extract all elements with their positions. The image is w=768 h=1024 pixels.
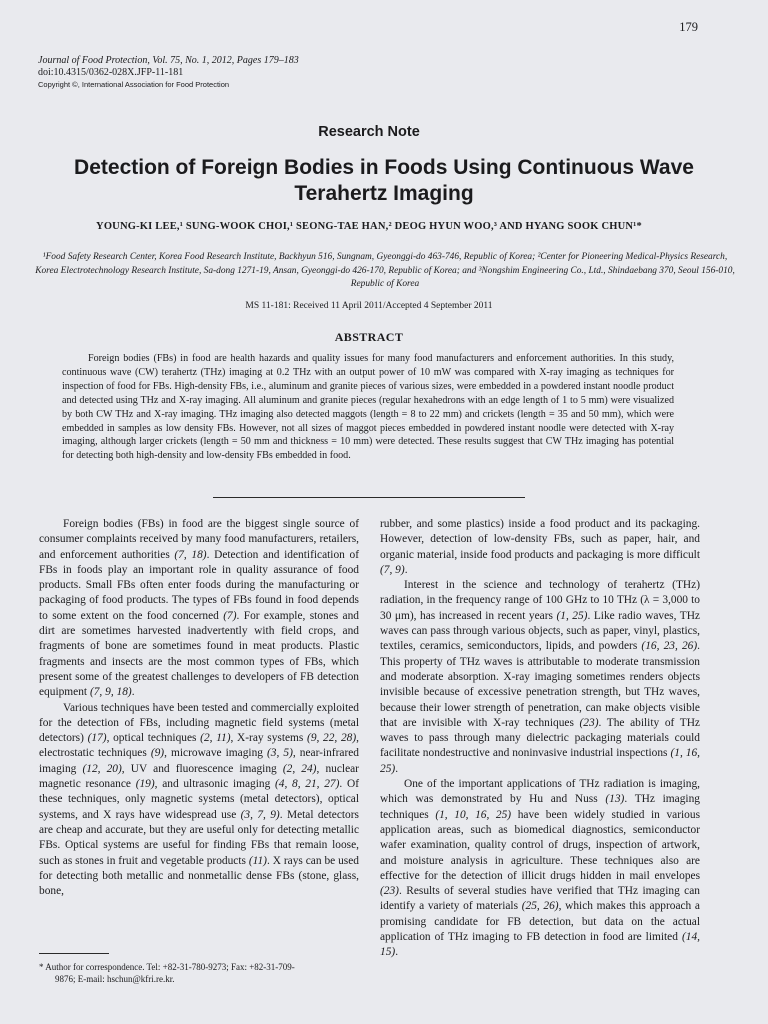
text-run: Various techniques have been tested and commercially exploited for the detection of FBs, including magnetic field systems (metal detectors) [39, 701, 359, 745]
text-run: . Results of several studies have verified that THz imaging can identify a variety of materials [380, 885, 700, 913]
text-run: One of the important applications of THz radiation is imaging, which was demonstrated by Hu and Nuss [380, 778, 700, 806]
text-run: , UV and fluorescence imaging [121, 762, 283, 775]
correspondence-footnote [39, 961, 359, 985]
citation-ref: (2, 11) [200, 732, 231, 745]
text-run: . [395, 762, 399, 775]
paper-title-line-1: Detection of Foreign Bodies in Foods Using Continuous Wave [74, 156, 694, 179]
citation-ref: (17) [87, 732, 107, 745]
citation-ref: (19) [135, 778, 155, 791]
citation-ref: (9) [150, 747, 165, 760]
right-column [380, 517, 700, 961]
citation-ref: (16, 23, 26) [641, 640, 698, 653]
abstract-divider [213, 497, 525, 498]
citation-ref: (25, 26) [521, 900, 559, 913]
citation-ref: (1, 16, 25) [380, 747, 700, 775]
text-run: Interest in the science and technology of terahertz (THz) radiation, in the frequency range of 100 GHz to 10 THz (λ = 3,000 to 30 μm), has increased in recent years [380, 579, 700, 622]
journal-citation: Journal of Food Protection, Vol. 75, No. 1, 2012, Pages 179–183 [38, 55, 299, 66]
citation-ref: (1, 25) [556, 609, 588, 622]
author-affiliations: ¹Food Safety Research Center, Korea Food Research Institute, Backhyun 516, Sungnam, Gyeonggi-do 463-746, Republic of Korea; ²Center for Pioneering Medical-Physics Research, Korea Electrotechnology Research Institute, Sa-dong 1271-19, Ansan, Gyeonggi-do 426-170, Republic of Korea; and ³Nongshim Engineering Co., Ltd., Shindaebang 370, Seoul 156-010, Republic of Korea [35, 252, 735, 289]
text-run: , near-infrared imaging [39, 747, 359, 775]
citation-ref: (14, 15) [380, 931, 700, 959]
text-run: . Like radio waves, THz waves can pass through various objects, such as paper, vinyl, plastics, textiles, ceramics, semiconductors, lipids, and powders [380, 609, 700, 653]
section-label: Research Note [318, 124, 420, 140]
text-run: rubber, and some plastics) inside a food product and its packaging. However, detection of low-density FBs, such as paper, hair, and organic material, inside food products and packaging is more difficult [380, 518, 700, 561]
citation-ref: (11) [248, 854, 267, 867]
abstract-text: Foreign bodies (FBs) in food are health hazards and quality issues for many food manufacturers and enforcement authorities. In this study, continuous wave (CW) terahertz (THz) imaging at 0.2 THz with an output power of 10 mW was compared with X-ray imaging as techniques for inspection of food for FBs. High-density FBs, i.e., aluminum and granite pieces of various sizes, were embedded in a powdered instant noodle product and detected using THz and X-ray imaging. All aluminum and granite pieces (regular hexahedrons with an edge length of 1 to 5 mm) were visualized by both CW THz and X-ray imaging. THz imaging also detected maggots (length = 8 to 22 mm) and crickets (length = 35 and 50 mm), which were embedded in samples as low density FBs. However, not all sizes of maggot pieces embedded in powdered instant noodle were detected with X-ray imaging, although larger crickets (length = 50 mm and thickness = 10 mm) were detected. These results suggest that CW THz imaging has potential for detecting both high-density and low-density FBs embedded in food. [62, 353, 674, 462]
text-run: . Metal detectors are cheap and accurate, but they are useful only for detecting metallic FBs. Optical systems are useful for finding FBs that remain loose, such as stones in fruit and vegetable products [39, 808, 359, 867]
text-run: , microwave imaging [164, 747, 268, 760]
body-paragraph [39, 701, 359, 900]
citation-ref: (23) [579, 716, 599, 729]
abstract-heading: ABSTRACT [334, 330, 404, 344]
text-run: , electrostatic techniques [39, 732, 359, 760]
text-run: . For example, stones and dirt are sometimes harvested inadvertently with field crops, and fragments of bone are sometimes found in meat products. Plastic fragments and insects are the most common types of FBs, which present some of the greatest challenges to developers of FB detection equipment [39, 609, 359, 699]
text-run: . [395, 946, 399, 959]
citation-ref: (23) [380, 885, 399, 898]
citation-ref: (7, 9) [380, 563, 405, 576]
body-paragraph [39, 517, 359, 701]
text-run: , which makes this approach a promising candidate for FB detection, but data on the actual application of THz imaging to FB detection in food are limited [380, 900, 700, 944]
manuscript-dates: MS 11-181: Received 11 April 2011/Accepted 4 September 2011 [245, 301, 493, 311]
text-run: . This property of THz waves is attributable to moderate transmission and moderate absorption. X-ray imaging sometimes renders objects invisible because of excessive penetration strength, but THz waves, because their lower strength of penetration, can make objects visible that are invisible with X-ray techniques [380, 640, 701, 729]
citation-ref: (2, 24) [282, 762, 317, 775]
text-run: . [131, 686, 135, 699]
footnote-line: * Author for correspondence. Tel: +82-31-780-9273; Fax: +82-31-709- [39, 962, 295, 972]
body-paragraph [380, 517, 700, 578]
text-run: . [404, 563, 408, 576]
body-paragraph [380, 578, 700, 777]
left-column [39, 517, 359, 899]
journal-doi: doi:10.4315/0362-028X.JFP-11-181 [38, 67, 184, 78]
text-run: . Of these techniques, only magnetic systems (metal detectors), optical systems, and X rays have widespread use [39, 778, 359, 821]
text-run: have been widely studied in various application areas, such as biomedical diagnostics, semiconductor wafer examination, quality control of drugs, inspection of artwork, and moisture analysis in agriculture. These techniques also are effective for the detection of illicit drugs hidden in mail envelopes [380, 808, 700, 882]
citation-ref: (13) [605, 793, 625, 806]
page-number: 179 [679, 20, 698, 34]
citation-ref: (9, 22, 28) [307, 732, 357, 745]
citation-ref: (3, 7, 9) [240, 808, 280, 821]
text-run: . The ability of THz waves to pass through many dielectric packaging materials could facilitate nondestructive and noninvasive industrial inspections [380, 716, 700, 760]
citation-ref: (1, 10, 16, 25) [435, 808, 512, 821]
text-run: . Detection and identification of FBs in foods play an important role in quality assurance of food products. Small FBs often enter foods during the manufacturing or packaging of food products. The types of FBs found in food depends to some extent on the food concerned [39, 548, 359, 622]
text-run: , optical techniques [106, 732, 201, 745]
citation-ref: (7, 9, 18) [89, 686, 132, 699]
footnote-divider [39, 953, 109, 954]
text-run: , and ultrasonic imaging [154, 778, 276, 791]
text-run: Foreign bodies (FBs) in food are the biggest single source of consumer complaints received by many food manufacturers, retailers, and enforcement authorities [39, 518, 359, 561]
body-paragraph [380, 777, 700, 961]
citation-ref: (12, 20) [82, 762, 122, 775]
footnote-line: 9876; E-mail: hschun@kfri.re.kr. [55, 974, 175, 984]
citation-ref: (3, 5) [267, 747, 293, 760]
text-run: . X rays can be used for detecting both metallic and nonmetallic dense FBs (stone, glass, bone, [39, 854, 359, 898]
text-run: . THz imaging techniques [380, 793, 700, 821]
citation-ref: (4, 8, 21, 27) [275, 778, 340, 791]
journal-header [38, 55, 299, 91]
paper-title [30, 155, 738, 207]
journal-copyright: Copyright ©, International Association for Food Protection [38, 80, 230, 89]
paper-title-line-2: Terahertz Imaging [294, 182, 474, 205]
citation-ref: (7) [223, 609, 237, 622]
author-list: YOUNG-KI LEE,¹ SUNG-WOOK CHOI,¹ SEONG-TAE HAN,² DEOG HYUN WOO,³ AND HYANG SOOK CHUN¹* [96, 221, 642, 232]
text-run: , X-ray systems [230, 732, 308, 745]
citation-ref: (7, 18) [174, 548, 207, 561]
text-run: , nuclear magnetic resonance [39, 762, 359, 791]
